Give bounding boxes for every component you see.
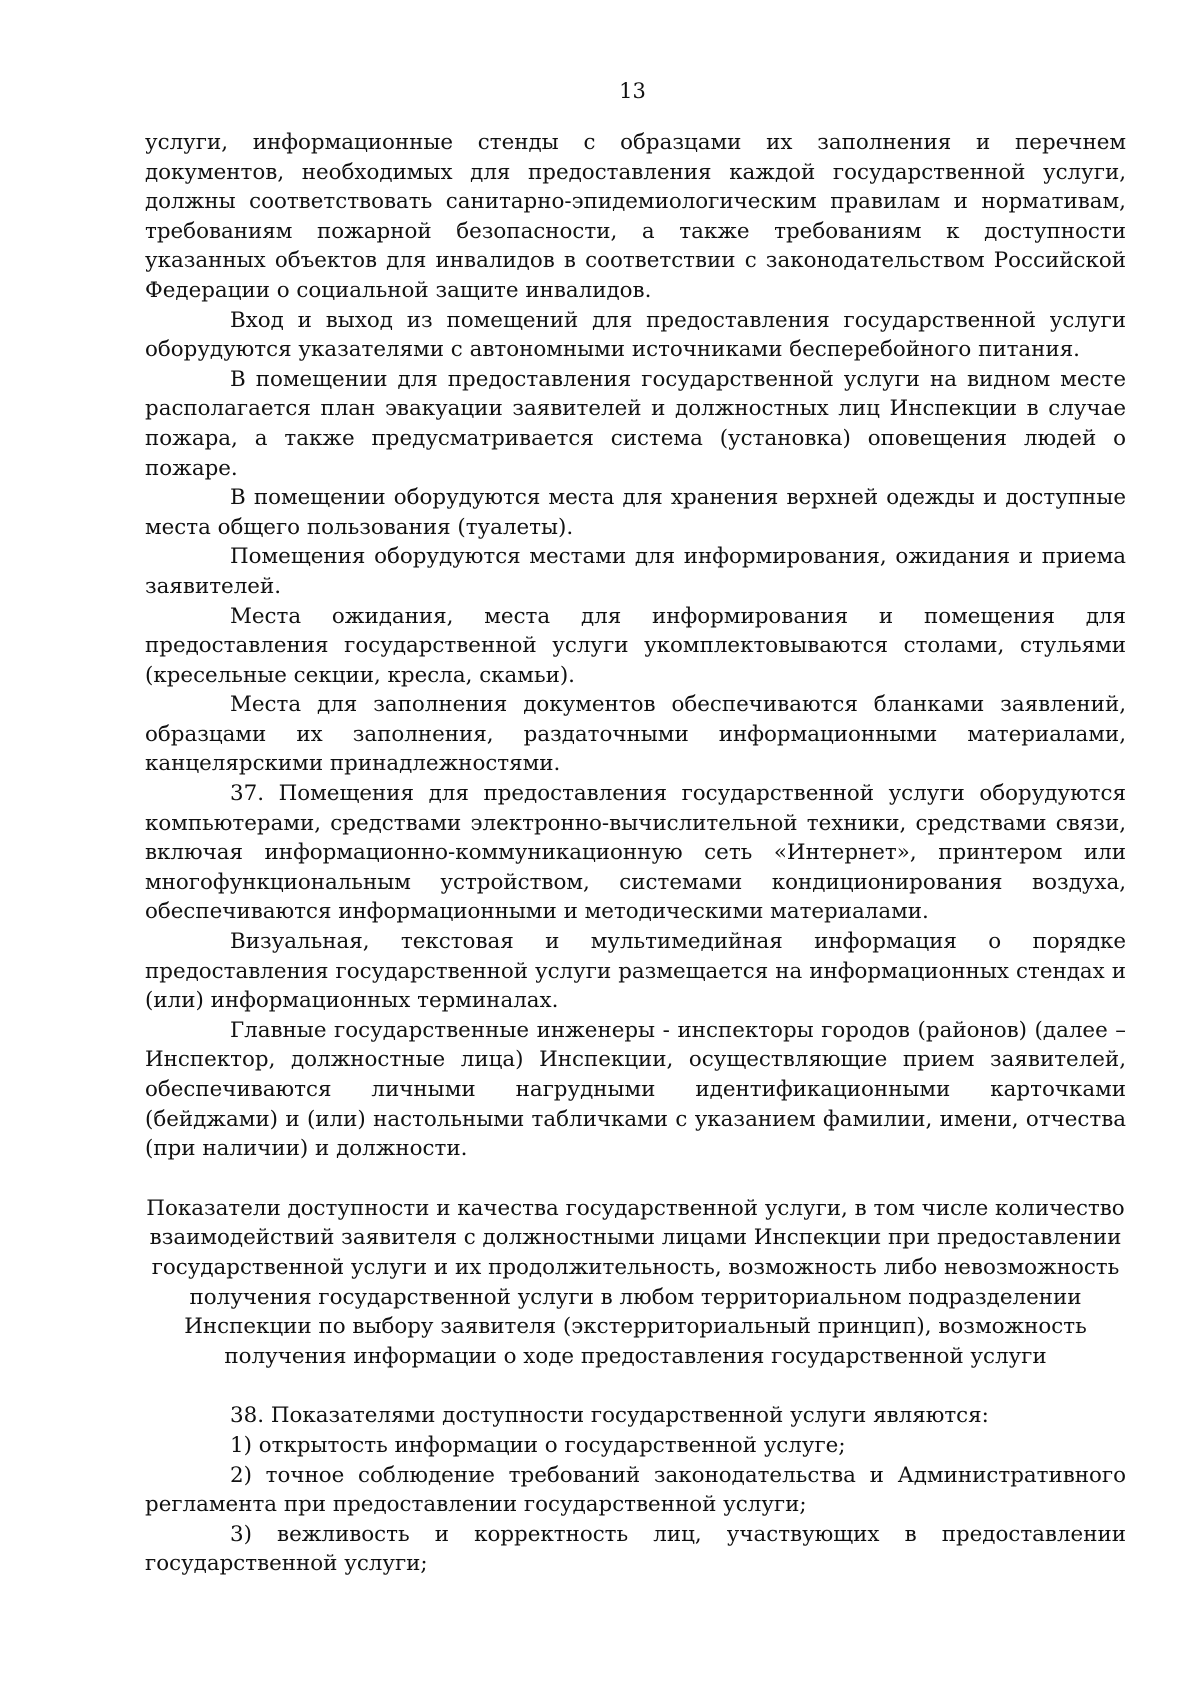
paragraph-6: Места для заполнения документов обеспечиваются бланками заявлений, образцами их заполнения, раздаточными информационными материалами, канцелярскими принадлежностями.	[145, 692, 1126, 777]
section-heading: Показатели доступности и качества государственной услуги, в том числе количество взаимодействий заявителя с должностными лицами Инспекции при предоставлении государственной услуги и их продолжительность, возможность либо невозможность получения государственной услуги в любом территориальном подразделении Инспекции по выбору заявителя (экстерриториальный принцип), возможность получения информации о ходе предоставления государственной услуги	[146, 1195, 1125, 1369]
document-body	[145, 128, 1126, 1579]
paragraph-12: 2) точное соблюдение требований законодательства и Административного регламента при предоставлении государственной услуги;	[145, 1462, 1126, 1518]
paragraph-9: Главные государственные инженеры - инспекторы городов (районов) (далее – Инспектор, должностные лица) Инспекции, осуществляющие прием заявителей, обеспечиваются личными нагрудными идентификационными карточками (бейджами) и (или) настольными табличками с указанием фамилии, имени, отчества (при наличии) и должности.	[145, 1017, 1126, 1162]
paragraph-5: Места ожидания, места для информирования и помещения для предоставления государственной услуги укомплектовываются столами, стульями (кресельные секции, кресла, скамьи).	[145, 603, 1126, 688]
paragraph-8: Визуальная, текстовая и мультимедийная информация о порядке предоставления государственной услуги размещается на информационных стендах и (или) информационных терминалах.	[145, 929, 1126, 1014]
paragraph-2: В помещении для предоставления государственной услуги на видном месте располагается план эвакуации заявителей и должностных лиц Инспекции в случае пожара, а также предусматривается система (установка) оповещения людей о пожаре.	[145, 366, 1126, 481]
paragraph-13: 3) вежливость и корректность лиц, участвующих в предоставлении государственной услуги;	[145, 1521, 1126, 1577]
paragraph-1: Вход и выход из помещений для предоставления государственной услуги оборудуются указателями с автономными источниками бесперебойного питания.	[145, 307, 1126, 363]
paragraph-7: 37. Помещения для предоставления государственной услуги оборудуются компьютерами, средствами электронно-вычислительной техники, средствами связи, включая информационно-коммуникационную сеть «Интернет», принтером или многофункциональным устройством, системами кондиционирования воздуха, обеспечиваются информационными и методическими материалами.	[145, 781, 1126, 925]
paragraph-4: Помещения оборудуются местами для информирования, ожидания и приема заявителей.	[145, 544, 1126, 599]
paragraph-10: 38. Показателями доступности государственной услуги являются:	[230, 1403, 989, 1429]
paragraph-0: услуги, информационные стенды с образцами их заполнения и перечнем документов, необходимых для предоставления каждой государственной услуги, должны соответствовать санитарно-эпидемиологическим правилам и нормативам, требованиям пожарной безопасности, а также требованиям к доступности указанных объектов для инвалидов в соответствии с законодательством Российской Федерации о социальной защите инвалидов.	[145, 130, 1126, 303]
paragraph-11: 1) открытость информации о государственной услуге;	[230, 1432, 846, 1458]
paragraph-3: В помещении оборудуются места для хранения верхней одежды и доступные места общего пользования (туалеты).	[145, 485, 1126, 540]
page-number: 13	[619, 79, 646, 103]
